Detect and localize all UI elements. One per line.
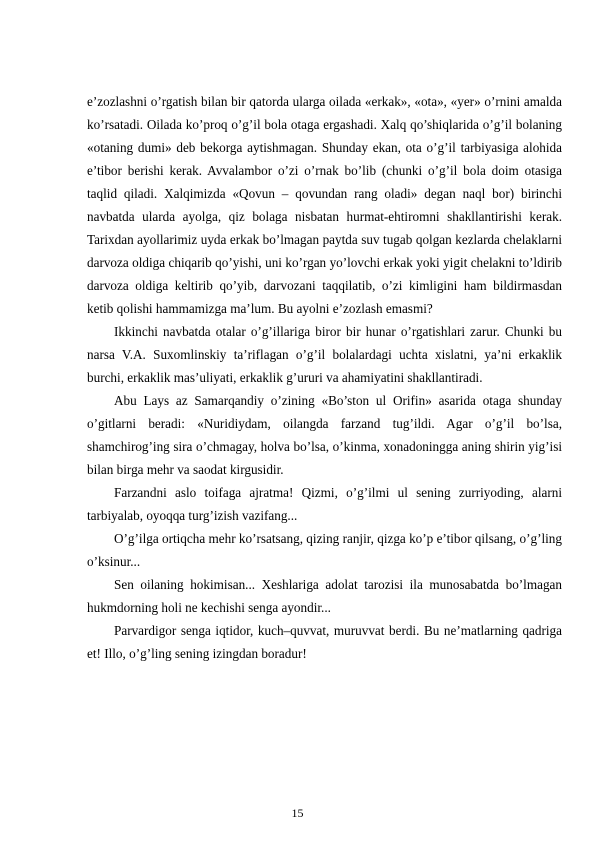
body-text: [87, 90, 562, 665]
paragraph-no-division: Farzandni aslo toifaga ajratma! Qizmi, o’g’ilmi ul sening zurriyoding, alarni tarbiyalab, oyoqqa turg’izish vazifang...: [87, 485, 562, 523]
paragraph-craft-teaching: Ikkinchi navbatda otalar o’g’illariga biror bir hunar o’rgatishlari zarur. Chunki bu narsa V.A. Suxomlinskiy ta’riflagan o’g’il bolalardagi uchta xislatni, ya’ni erkaklik burchi, erkaklik mas’uliyati, erkaklik g’ururi va ahamiyatini shakllantiradi.: [87, 324, 562, 385]
paragraph-abu-lays-quote: Abu Lays az Samarqandiy o’zining «Bo’ston ul Orifin» asarida otaga shunday o’gitlarni beradi: «Nuridiydam, oilangda farzand tug’ildi. Agar o’g’il bo’lsa, shamchirog’ing sira o’chmagay, holva bo’lsa, o’kinma, xonadoningga aning shirin yig’isi bilan birga mehr va saodat kirgusidir.: [87, 393, 562, 477]
paragraph-continuation: e’zozlashni o’rgatish bilan bir qatorda ularga oilada «erkak», «ota», «yer» o’rnini amalda ko’rsatadi. Oilada ko’proq o’g’il bola otaga ergashadi. Xalq qo’shiqlarida o’g’il bolaning «otaning dumi» deb bekorga aytishmagan. Shunday ekan, ota o’g’il tarbiyasiga alohida e’tibor berishi kerak. Avvalambor o’zi o’rnak bo’lib (chunki o’g’il bola doim otasiga taqlid qiladi. Xalqimizda «Qovun – qovundan rang oladi» degan naql bor) birinchi navbatda ularda ayolga, qiz bolaga nisbatan hurmat-ehtiromni shakllantirishi kerak. Tarixdan ayollarimiz uyda erkak bo’lmagan paytda suv tugab qolgan kezlarda chelaklarni darvoza oldiga chiqarib qo’yishi, uni ko’rgan yo’lovchi erkak yoki yigit chelakni to’ldirib darvoza oldiga keltirib qo’yib, darvozani taqqilatib, o’zi kimligini ham bildirmasdan ketib qolishi hammamizga ma’lum. Bu ayolni e’zozlash emasmi?: [87, 94, 562, 316]
paragraph-blessings: Parvardigor senga iqtidor, kuch–quvvat, muruvvat berdi. Bu ne’matlarning qadriga et! Illo, o’g’ling sening izingdan boradur!: [87, 623, 562, 661]
paragraph-balance-affection: O’g’ilga ortiqcha mehr ko’rsatsang, qizing ranjir, qizga ko’p e’tibor qilsang, o’g’ling o’ksinur...: [87, 531, 562, 569]
paragraph-family-ruler: Sen oilaning hokimisan... Xeshlariga adolat tarozisi ila munosabatda bo’lmagan hukmdorning holi ne kechishi senga ayondir...: [87, 577, 562, 615]
page-number: 15: [291, 806, 304, 820]
